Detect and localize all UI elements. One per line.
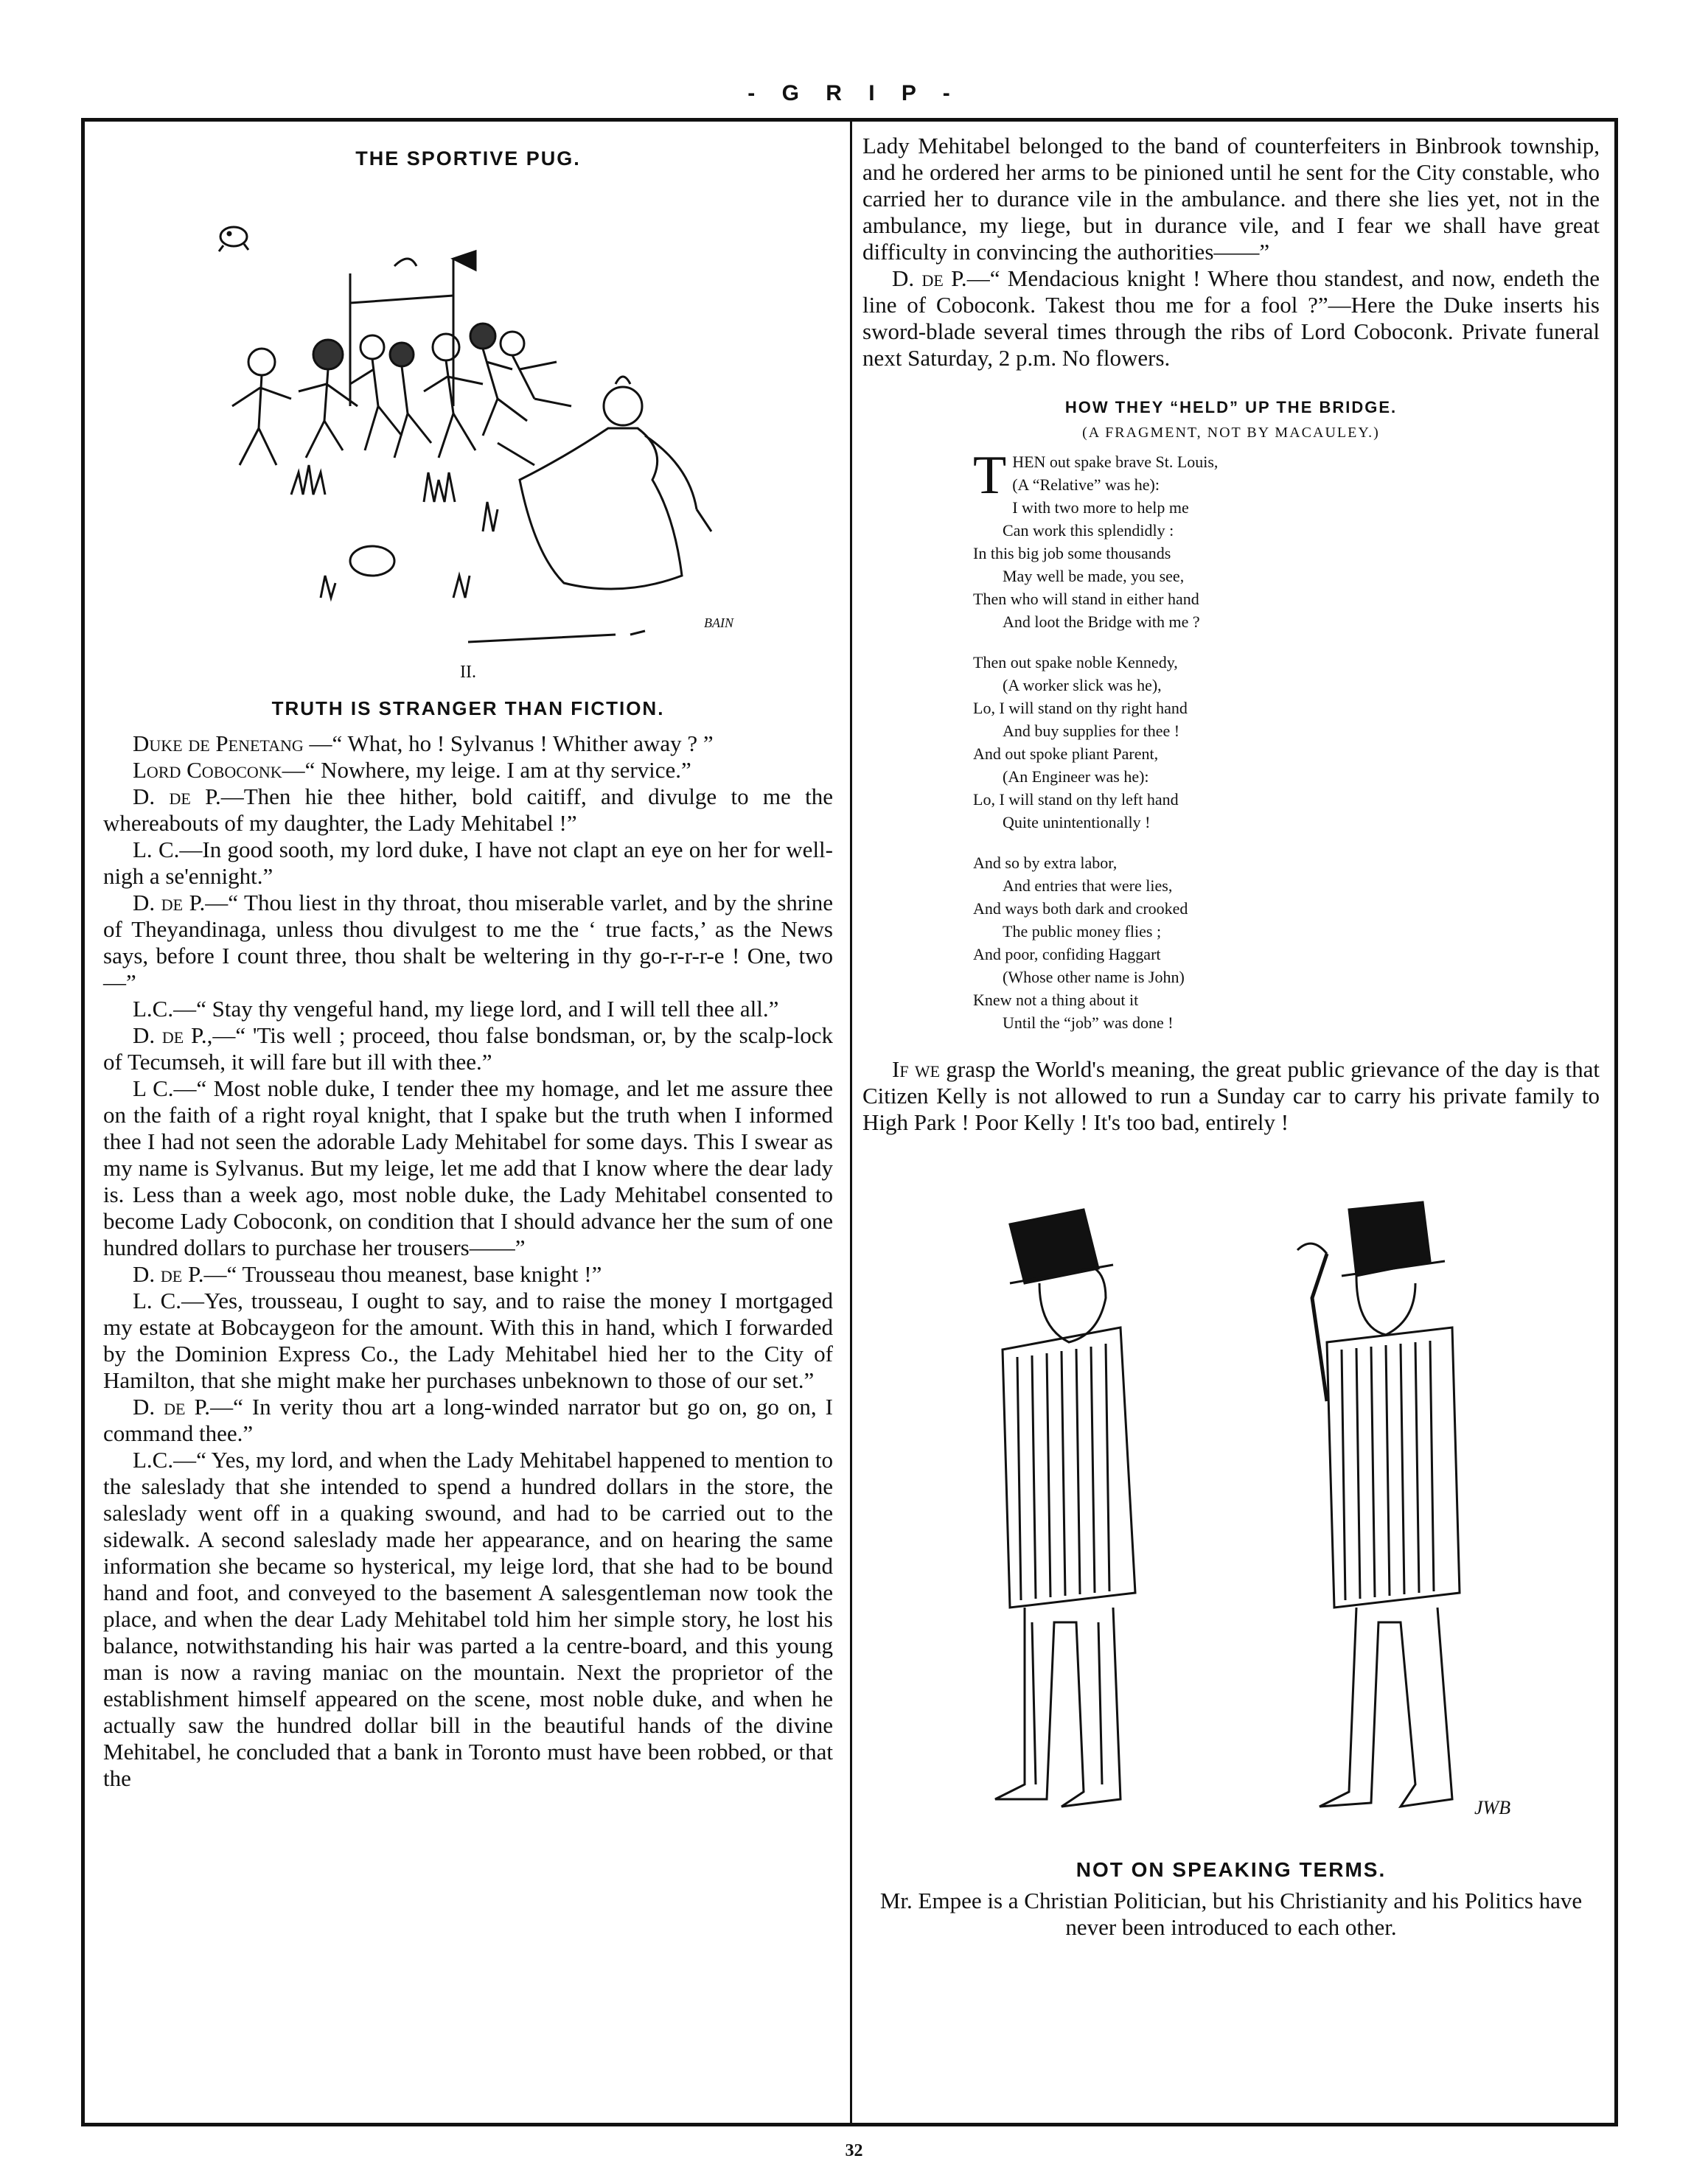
dialogue-paragraph: D. de P.—Then hie thee hither, bold caitiff, and divulge to me the whereabouts of my daughter, the Lady Mehitabel !”	[103, 784, 833, 836]
dialogue-paragraph: L C.—“ Most noble duke, I tender thee my homage, and let me assure thee on the faith of a right royal knight, that I spake but the truth when I informed thee I had not seen the adorable Lady Mehitabel for some days. This I swear as my name is Sylvanus. But my leige, let me add that I know where the dear lady is. Less than a week ago, most noble duke, the Lady Mehitabel consented to become Lady Coboconk, on condition that I should advance her the sum of one hundred dollars to purchase her trousers——”	[103, 1075, 833, 1260]
right-gentleman	[1297, 1202, 1460, 1807]
continued-paragraph: Lady Mehitabel belonged to the band of counterfeiters in Binbrook township, and he ordered her arms to be pinioned until he sent for the City constable, who carried her to durance vile in the ambulance. and there she lies yet, not in the ambulance, my liege, but in durance vile, and I fear we shall have great difficulty in convincing the authorities——”	[862, 133, 1600, 265]
poem-line: (A worker slick was he),	[1003, 676, 1162, 694]
poem-line: Then out spake noble Kennedy,	[973, 653, 1178, 671]
dialogue-paragraph: L.C.—“ Stay thy vengeful hand, my liege lord, and I will tell thee all.”	[133, 996, 779, 1022]
speaker-label: D. de P.	[892, 265, 967, 291]
dialogue-paragraph: L.C.—“ Yes, my lord, and when the Lady Mehitabel happened to mention to the saleslady that she intended to spend a hundred dollars in the store, the saleslady went off in a quaking swound, and had to be carried out to the sidewalk. A second saleslady made her appearance, and on hearing the same information she became so hysterical, my leige lord, that she had to be bound hand and foot, and conveyed to the basement A salesgentleman now took the place, and when the dear Lady Mehitabel told him her simple story, he lost his balance, notwithstanding his hair was parted a la centre-board, and this young man is now a raving maniac on the mountain. Next the proprietor of the establishment himself appeared on the scene, most noble duke, and when he actually saw the hundred dollar bill in the beautiful hands of the divine Mehitabel, he concluded that a bank in Toronto must have been robbed, or that the	[103, 1447, 833, 1791]
not-on-speaking-terms-cartoon	[914, 1180, 1548, 1843]
dialogue-paragraph: L. C.—In good sooth, my lord duke, I have not clapt an eye on her for well-nigh a se'ennight.”	[103, 837, 833, 889]
dialogue-paragraph: Lord Coboconk—“ Nowhere, my leige. I am at thy service.”	[133, 757, 691, 783]
speaker-label: D. de P.	[133, 784, 221, 809]
poem-line: And entries that were lies,	[1003, 876, 1173, 895]
illustration-signature: BAIN	[704, 615, 733, 630]
poem-line: The public money flies ;	[1003, 922, 1162, 941]
speaker-label: D. de P.	[133, 1394, 211, 1420]
poem-line: Until the “job” was done !	[1003, 1013, 1174, 1032]
page-number: 32	[845, 2141, 863, 2160]
dialogue-paragraph: L. C.—Yes, trousseau, I ought to say, and to raise the money I mortgaged my estate at Bobcaygeon for the amount. With this in hand, which I forwarded by the Dominion Express Co., the Lady Mehitabel hied her to the City of Hamilton, that she might make her purchases unbeknown to those of our set.”	[103, 1288, 833, 1393]
poem-line: Lo, I will stand on thy right hand	[973, 699, 1188, 717]
cartoon-text: Mr. Empee is a Christian Politician, but his Christianity and his Politics have never been introduced to each other.	[879, 1888, 1583, 1940]
poem-line: Knew not a thing about it	[973, 991, 1139, 1009]
dialogue-paragraph: D. de P.—“ In verity thou art a long-winded narrator but go on, go on, I command thee.”	[103, 1394, 833, 1446]
poem-line: (A “Relative” was he):	[1012, 475, 1160, 494]
poem-stanza	[973, 445, 1600, 633]
masthead: - G R I P -	[747, 81, 961, 105]
poem-line: In this big job some thousands	[973, 544, 1171, 562]
kelly-paragraph: If we grasp the World's meaning, the great public grievance of the day is that Citizen Kelly is not allowed to run a Sunday car to carry his private family to High Park ! Poor Kelly ! It's too bad, entirely !	[862, 1056, 1600, 1135]
right-column	[862, 133, 1600, 1941]
poem-title: HOW THEY “HELD” UP THE BRIDGE.	[1064, 398, 1398, 416]
column-divider	[850, 118, 852, 2126]
speaker-label: D. de P.	[133, 890, 206, 915]
section-title: TRUTH IS STRANGER THAN FICTION.	[271, 697, 665, 719]
speaker-label: Lord Coboconk	[133, 757, 282, 783]
fallen-lady	[498, 377, 711, 589]
pug-figure	[219, 227, 248, 251]
figure-number: II.	[460, 663, 476, 682]
poem-stanza	[973, 651, 1600, 834]
poem-line: And ways both dark and crooked	[973, 899, 1188, 918]
poem-stanza	[973, 851, 1600, 1034]
poem-line: And out spoke pliant Parent,	[973, 744, 1159, 763]
poem-line: I with two more to help me	[1012, 498, 1189, 517]
left-body-text	[103, 730, 833, 1792]
drop-cap: T	[973, 445, 1007, 506]
poem-line: (An Engineer was he):	[1003, 767, 1149, 786]
dialogue-paragraph: D. de P.—“ Trousseau thou meanest, base knight !”	[133, 1261, 602, 1287]
speaker-label: Duke de Penetang	[133, 730, 304, 756]
sportive-pug-title: THE SPORTIVE PUG.	[355, 147, 581, 170]
poem-line: And so by extra labor,	[973, 854, 1118, 872]
poem	[973, 445, 1600, 1034]
football	[350, 546, 394, 576]
sportive-pug-illustration	[188, 185, 748, 657]
dialogue-paragraph: Duke de Penetang —“ What, ho ! Sylvanus ! Whither away ? ”	[133, 730, 714, 756]
dialogue-paragraph: D. de P.—“ Thou liest in thy throat, thou miserable varlet, and by the shrine of Theyandinaga, unless thou divulgest to me the ‘ true facts,’ as the News says, before I count three, thou shalt be weltering in thy go-r-r-r-e ! One, two—”	[103, 890, 833, 995]
closing-paragraph: D. de P.—“ Mendacious knight ! Where thou standest, and now, endeth the line of Coboconk. Takest thou me for a fool ?”—Here the Duke inserts his sword-blade several times through the ribs of Lord Coboconk. Private funeral next Saturday, 2 p.m. No flowers.	[862, 265, 1600, 371]
left-gentleman	[995, 1210, 1135, 1807]
left-column	[103, 133, 833, 1792]
speaker-label: D. de P.	[133, 1022, 207, 1048]
poem-line: Then who will stand in either hand	[973, 590, 1199, 608]
poem-subtitle: (A FRAGMENT, NOT BY MACAULEY.)	[1082, 425, 1380, 441]
poem-line: Lo, I will stand on thy left hand	[973, 790, 1179, 809]
poem-line: And buy supplies for thee !	[1003, 722, 1180, 740]
speaker-label: D. de P.	[133, 1261, 204, 1287]
cartoon-signature: JWB	[1474, 1797, 1511, 1818]
cartoon-caption: NOT ON SPEAKING TERMS.	[1076, 1858, 1387, 1881]
poem-line: And poor, confiding Haggart	[973, 945, 1161, 963]
poem-line: Quite unintentionally !	[1003, 813, 1151, 831]
poem-line: HEN out spake brave St. Louis,	[1012, 453, 1219, 471]
football-players	[232, 324, 571, 465]
poem-line: (Whose other name is John)	[1003, 968, 1185, 986]
dialogue-paragraph: D. de P.,—“ 'Tis well ; proceed, thou false bondsman, or, by the scalp-lock of Tecumseh, it will fare but ill with thee.”	[103, 1022, 833, 1075]
poem-line: May well be made, you see,	[1003, 567, 1185, 585]
poem-line: Can work this splendidly :	[1003, 521, 1174, 540]
poem-line: And loot the Bridge with me ?	[1003, 613, 1200, 631]
